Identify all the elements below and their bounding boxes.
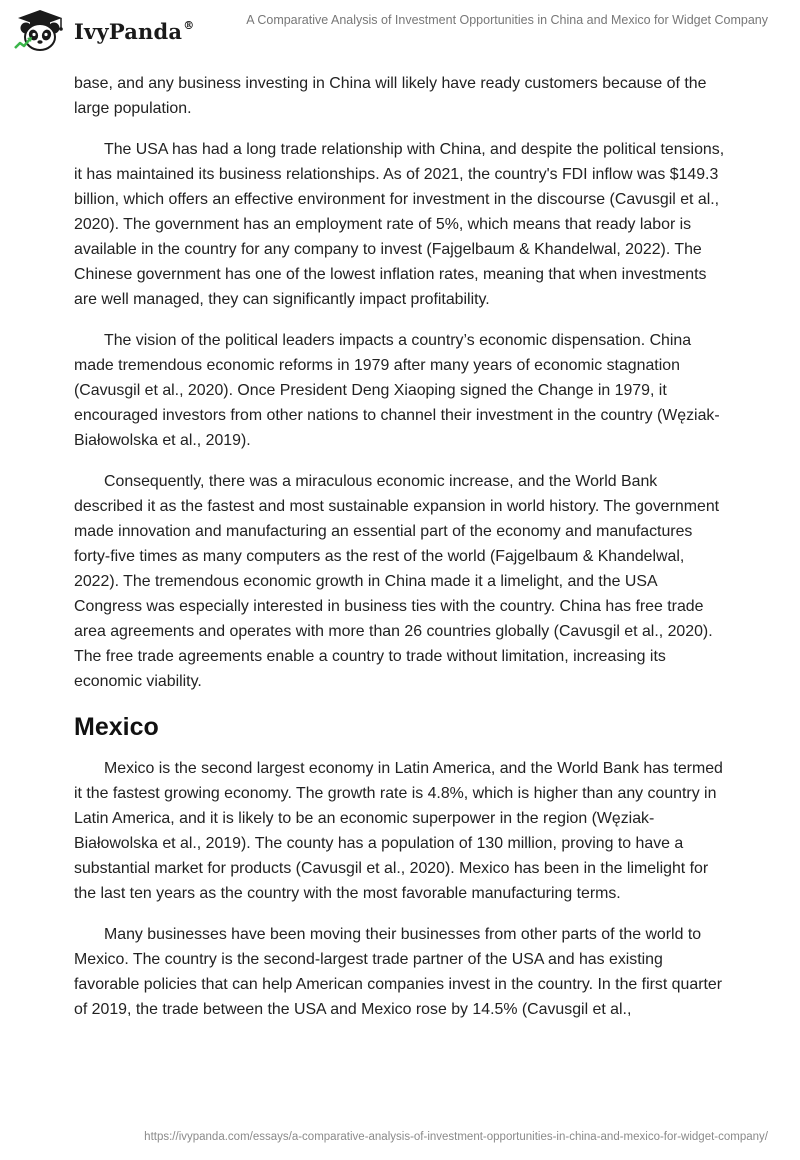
paragraph-continued: base, and any business investing in China will likely have ready customers because of the large population. bbox=[74, 75, 707, 117]
ivypanda-logo[interactable] bbox=[12, 8, 194, 52]
footer-source-url[interactable]: https://ivypanda.com/essays/a-comparative-analysis-of-investment-opportunities-in-china-and-mexico-for-widget-company/ bbox=[144, 1131, 768, 1143]
paragraph-trade-relationship: The USA has had a long trade relationship with China, and despite the political tensions, it has maintained its business relationships. As of 2021, the country's FDI inflow was $149.3 billion, which offers an effective environment for investment in the discourse (Cavusgil et al., 2020). The government has an employment rate of 5%, which means that ready labor is available in the country for any company to invest (Fajgelbaum & Khandelwal, 2022). The Chinese government has one of the lowest inflation rates, meaning that when investments are well managed, they can significantly impact profitability. bbox=[74, 141, 725, 308]
logo-wordmark: IvyPanda® bbox=[74, 18, 195, 44]
panda-graduate-icon bbox=[12, 8, 68, 52]
paragraph-mexico-economy: Mexico is the second largest economy in Latin America, and the World Bank has termed it the fastest growing economy. The growth rate is 4.8%, which is higher than any country in Latin America, and it is likely to be an economic superpower in the region (Węziak-Białowolska et al., 2019). The county has a population of 130 million, proving to have a substantial market for products (Cavusgil et al., 2020). Mexico has been in the limelight for the last ten years as the country with the most favorable manufacturing terms. bbox=[74, 760, 723, 902]
page-header bbox=[0, 0, 800, 60]
paragraph-mexico-trade: Many businesses have been moving their businesses from other parts of the world to Mexico. The country is the second-largest trade partner of the USA and has existing favorable policies that can help American companies invest in the country. In the first quarter of 2019, the trade between the USA and Mexico rose by 14.5% (Cavusgil et al., bbox=[74, 926, 723, 1018]
document-title: A Comparative Analysis of Investment Opportunities in China and Mexico for Widget Company bbox=[246, 13, 768, 27]
essay-body bbox=[74, 71, 728, 1038]
section-heading-mexico: Mexico bbox=[74, 713, 159, 741]
paragraph-economic-increase: Consequently, there was a miraculous economic increase, and the World Bank described it as the fastest and most sustainable expansion in world history. The government made innovation and manufacturing an essential part of the economy and manufactures forty-five times as many computers as the rest of the world (Fajgelbaum & Khandelwal, 2022). The tremendous economic growth in China made it a limelight, and the USA Congress was especially interested in business ties with the country. China has free trade area agreements and operates with more than 26 countries globally (Cavusgil et al., 2020). The free trade agreements enable a country to trade without limitation, increasing its economic viability. bbox=[74, 473, 720, 690]
paragraph-political-vision: The vision of the political leaders impacts a country’s economic dispensation. China made tremendous economic reforms in 1979 after many years of economic stagnation (Cavusgil et al., 2020). Once President Deng Xiaoping signed the Change in 1979, it encouraged investors from other nations to channel their investment in the country (Węziak-Białowolska et al., 2019). bbox=[74, 332, 720, 449]
